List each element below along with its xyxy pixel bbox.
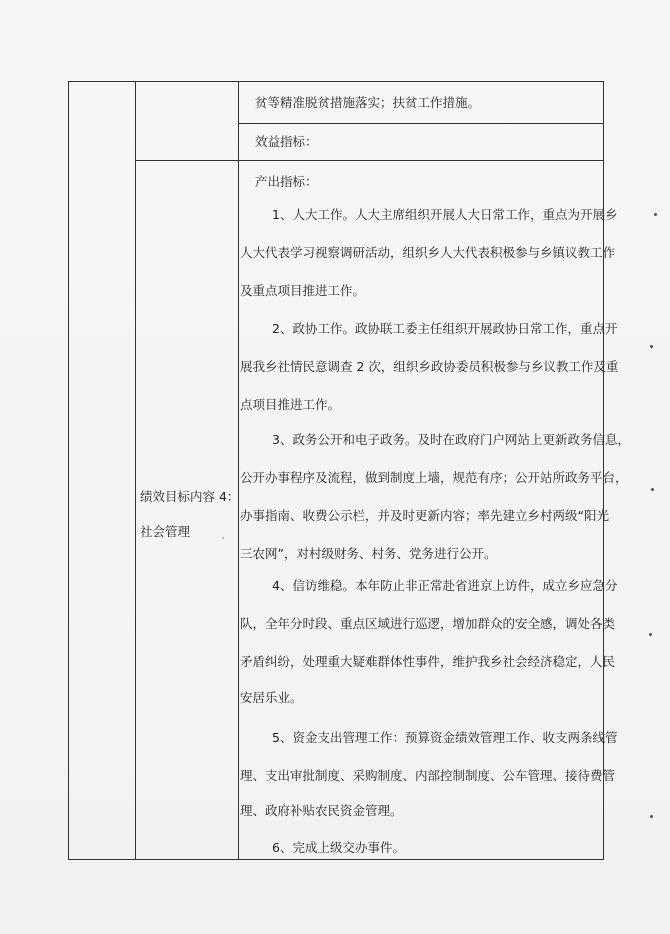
row-divider-1 [238,123,604,124]
scan-speck [649,633,652,636]
paragraph-3-line-4: 三农网”，对村级财务、村务、党务进行公开。 [240,546,497,561]
goal-label-line1: 绩效目标内容 4： [140,489,240,504]
output-indicator-heading: 产出指标： [255,174,318,189]
paragraph-2-line-2: 展我乡社情民意调查 2 次，组织乡政协委员积极参与乡议教工作及重 [240,359,619,374]
row-divider-2 [135,160,604,161]
paragraph-5-line-3: 理、政府补贴农民资金管理。 [240,803,403,818]
paragraph-2-line-3: 点项目推进工作。 [240,397,341,412]
paragraph-4-line-3: 矛盾纠纷，处理重大疑难群体性事件，维护我乡社会经济稳定，人民 [240,654,616,669]
row1-text: 贫等精准脱贫措施落实；扶贫工作措施。 [255,95,481,110]
benefit-indicator-label: 效益指标： [255,134,318,149]
paragraph-6-line-1: 6、完成上级交办事件。 [272,840,405,855]
scan-speck [650,345,653,348]
scan-speck [651,488,654,491]
column-divider-1 [135,81,136,860]
paragraph-4-line-2: 队，全年分时段、重点区域进行巡逻，增加群众的安全感，调处各类 [240,616,616,631]
paragraph-1-line-3: 及重点项目推进工作。 [240,283,366,298]
paragraph-5-line-2: 理、支出审批制度、采购制度、内部控制制度、公车管理、接待费管 [240,768,616,783]
paragraph-3-line-2: 公开办事程序及流程，做到制度上墙，规范有序；公开站所政务平台， [240,470,628,485]
paragraph-3-line-1: 3、政务公开和电子政务。及时在政府门户网站上更新政务信息， [272,432,630,447]
paragraph-1-line-2: 人大代表学习视察调研活动，组织乡人大代表积极参与乡镇议教工作 [240,245,616,260]
paragraph-3-line-3: 办事指南、收费公示栏，并及时更新内容；率先建立乡村两级“阳光 [240,508,609,523]
scan-speck [222,537,224,539]
paragraph-4-line-4: 安居乐业。 [240,690,303,705]
goal-label-line2: 社会管理 [140,524,191,539]
paragraph-1-line-1: 1、人大工作。人大主席组织开展人大日常工作，重点为开展乡 [272,207,618,222]
paragraph-2-line-1: 2、政协工作。政协联工委主任组织开展政协日常工作，重点开 [272,321,618,336]
paragraph-4-line-1: 4、信访维稳。本年防止非正常赴省进京上访件，成立乡应急分 [272,578,618,593]
column-divider-2 [238,81,239,860]
scan-speck [654,213,657,216]
scan-speck [650,815,653,818]
paragraph-5-line-1: 5、资金支出管理工作：预算资金绩效管理工作、收支两条线管 [272,730,618,745]
